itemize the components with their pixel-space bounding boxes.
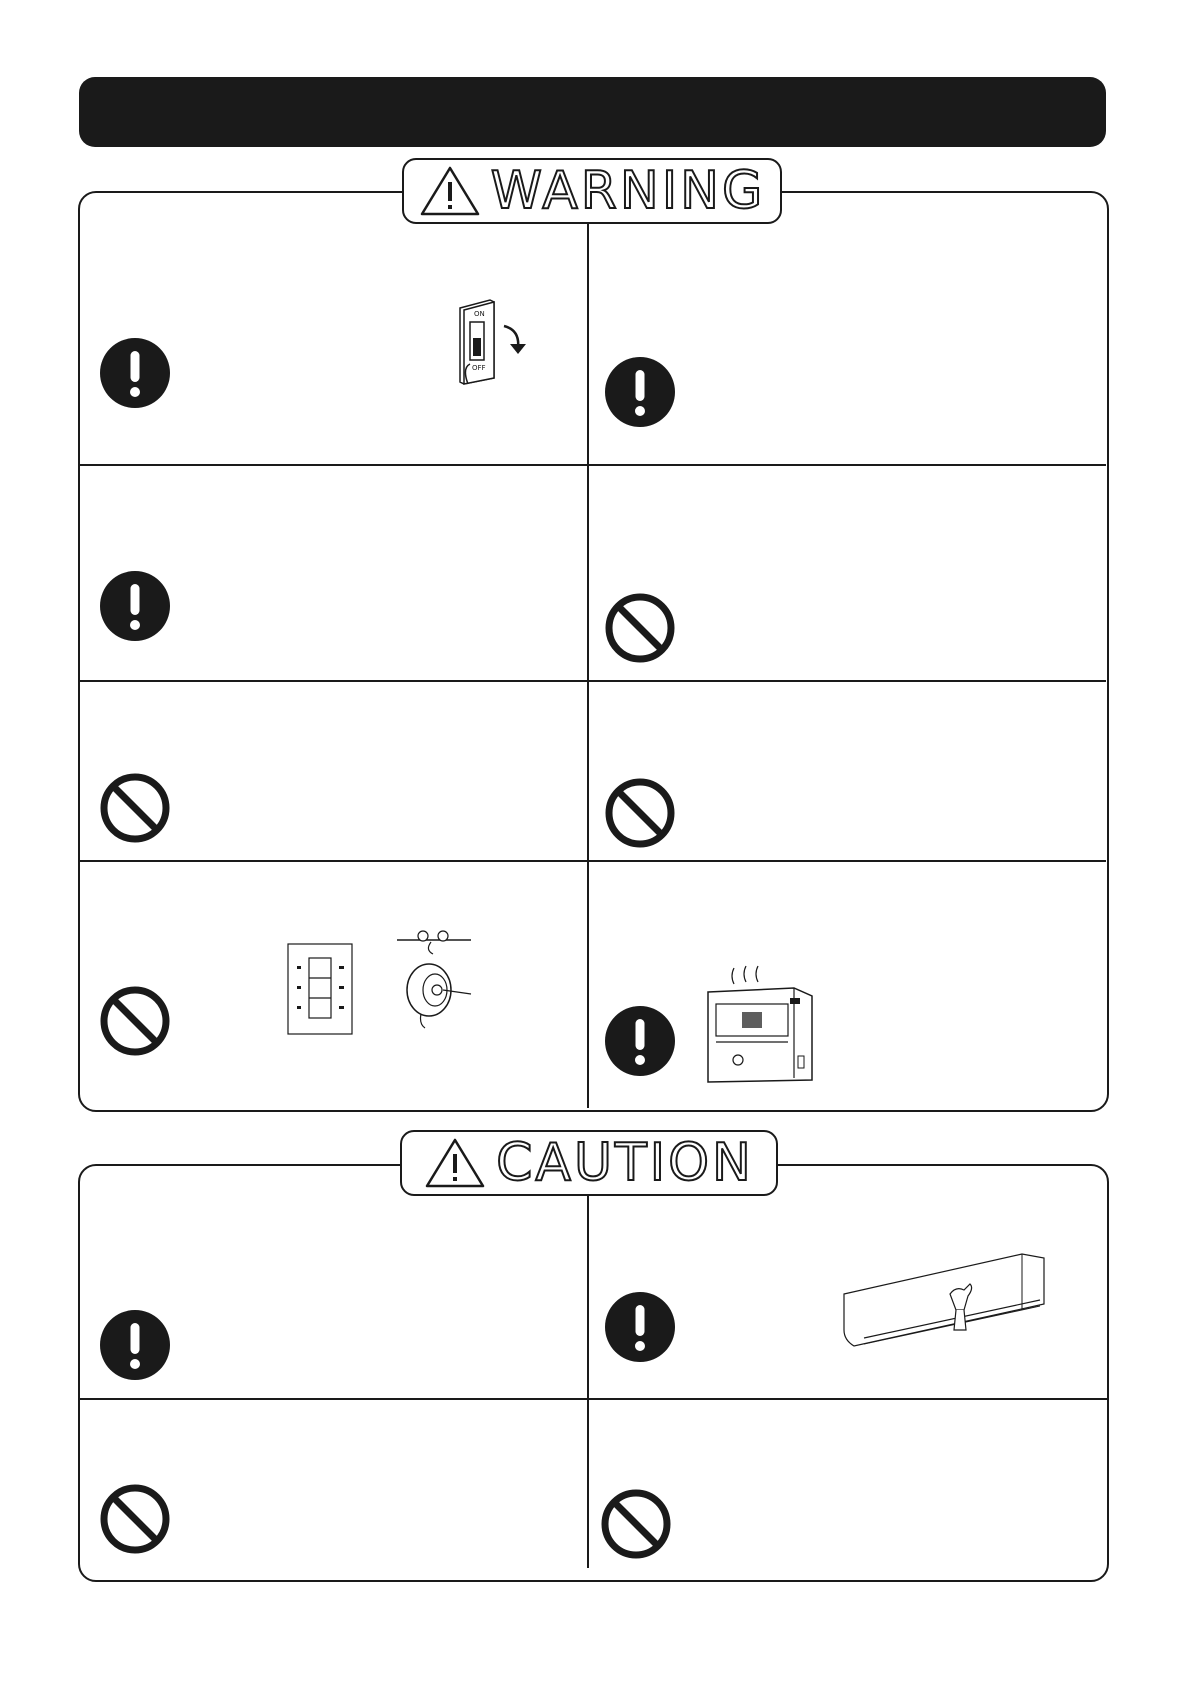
mandatory-icon bbox=[99, 337, 171, 409]
mandatory-icon bbox=[604, 1291, 676, 1363]
section-header-bar bbox=[79, 77, 1106, 147]
alert-triangle-icon bbox=[424, 1137, 486, 1189]
warning-label-text: WARNING bbox=[490, 161, 766, 221]
prohibited-icon bbox=[99, 1483, 171, 1555]
caution-label bbox=[400, 1130, 778, 1196]
warning-label bbox=[402, 158, 782, 224]
mandatory-icon bbox=[99, 570, 171, 642]
switch-off-label: OFF bbox=[472, 364, 486, 372]
prohibited-icon bbox=[600, 1488, 672, 1560]
mandatory-icon bbox=[604, 356, 676, 428]
prohibited-icon bbox=[604, 777, 676, 849]
heater-icon bbox=[694, 962, 820, 1088]
caution-panel bbox=[78, 1164, 1109, 1582]
air-conditioner-icon bbox=[840, 1250, 1048, 1350]
mandatory-icon bbox=[604, 1005, 676, 1077]
warning-row-divider bbox=[79, 680, 1106, 682]
warning-row-divider bbox=[79, 860, 1106, 862]
warning-panel bbox=[78, 191, 1109, 1112]
warning-column-divider bbox=[587, 222, 589, 1108]
switch-icon bbox=[446, 298, 542, 386]
caution-label-text: CAUTION bbox=[496, 1133, 754, 1193]
mandatory-icon bbox=[99, 1309, 171, 1381]
prohibited-icon bbox=[604, 592, 676, 664]
switch-on-label: ON bbox=[474, 310, 485, 318]
outlet-plug-icon bbox=[285, 928, 477, 1036]
prohibited-icon bbox=[99, 985, 171, 1057]
caution-column-divider bbox=[587, 1195, 589, 1568]
prohibited-icon bbox=[99, 772, 171, 844]
warning-row-divider bbox=[79, 464, 1106, 466]
alert-triangle-icon bbox=[419, 165, 481, 217]
caution-row-divider bbox=[79, 1398, 1109, 1400]
